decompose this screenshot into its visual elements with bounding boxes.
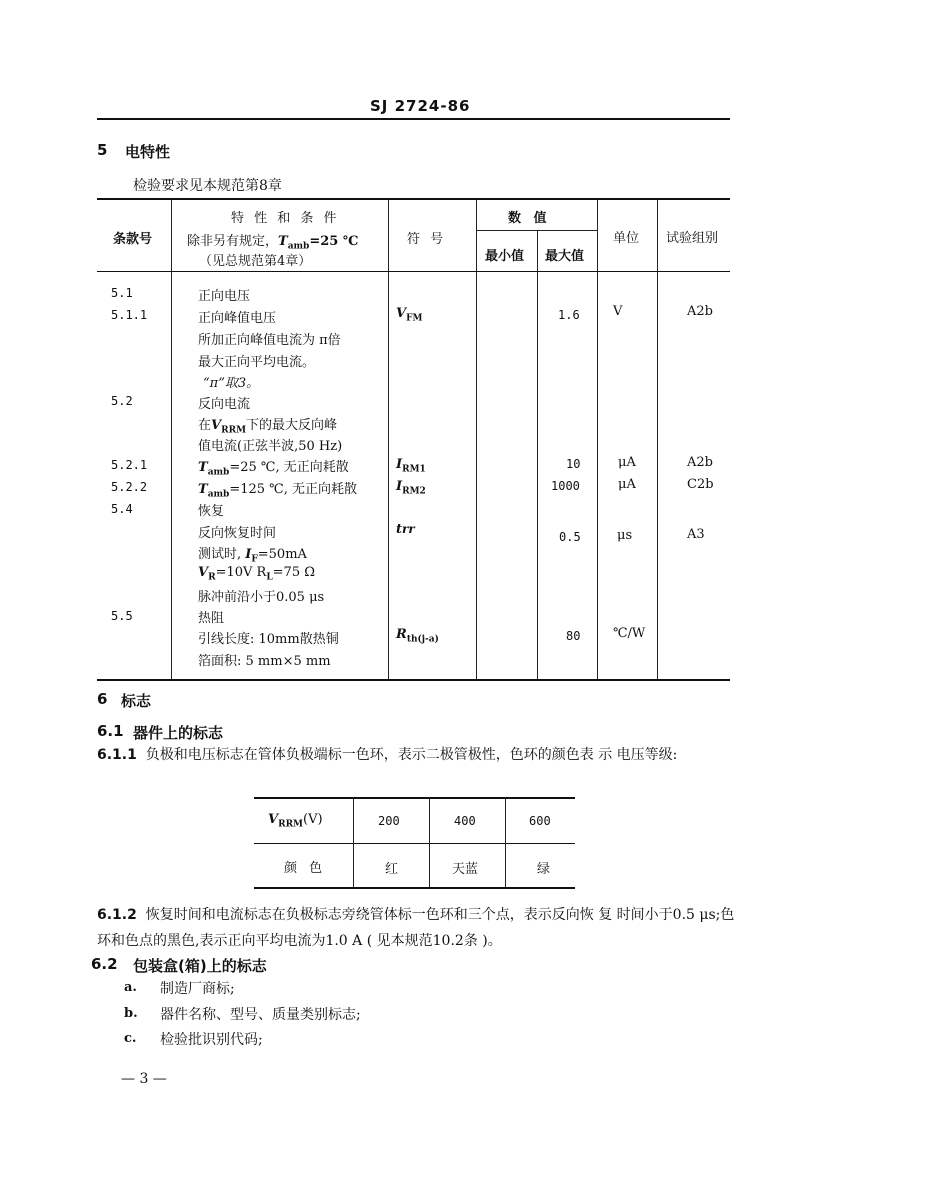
color-table-mid xyxy=(254,843,575,844)
row-clause: 5.5 xyxy=(111,609,133,623)
row-max-value: 1000 xyxy=(551,479,580,493)
paragraph-6-1-2: 6.1.2 恢复时间和电流标志在负极标志旁绕管体标一色环和三个点，表示反向恢 复 时间小于0.5 μs;色环和色点的黑色,表示正向平均电流为1.0 A ( 见本规范10.2条 )。 xyxy=(97,907,735,949)
row-text: 最大正向平均电流。 xyxy=(198,355,316,370)
voltage-value: 400 xyxy=(454,814,476,828)
color-col-3 xyxy=(505,799,506,887)
col-line-4 xyxy=(537,231,538,679)
row-unit: μA xyxy=(618,477,636,492)
list-item: 检验批识别代码; xyxy=(160,1032,263,1048)
list-marker: c. xyxy=(124,1031,137,1046)
section-6-1-number: 6.1 xyxy=(97,722,124,740)
row-text: 反向电流 xyxy=(198,397,251,412)
section-6-2-number: 6.2 xyxy=(91,955,118,973)
row-text: 正向电压 xyxy=(198,289,251,304)
color-value: 天蓝 xyxy=(452,862,479,877)
row-text: 脉冲前沿小于0.05 μs xyxy=(198,590,325,605)
row-clause: 5.4 xyxy=(111,502,133,516)
section-6-1-title: 器件上的标志 xyxy=(133,724,224,742)
row-unit: μs xyxy=(617,528,633,543)
row-text: $V_R=10V$ $R_L=75$ Ω xyxy=(198,565,316,583)
color-table-bottom xyxy=(254,887,575,889)
table-head-rule xyxy=(97,271,730,272)
col-characteristics-sub2: （见总规范第4章） xyxy=(199,254,312,269)
row-text: 正向峰值电压 xyxy=(198,311,277,326)
row-symbol: $V_{FM}$ xyxy=(396,306,423,324)
col-line-6 xyxy=(657,200,658,679)
col-unit-header: 单位 xyxy=(613,231,640,246)
row-text: 所加正向峰值电流为 π倍 xyxy=(198,333,341,348)
row-text: $T_{amb}=25$ ℃, 无正向耗散 xyxy=(198,460,349,478)
col-line-5 xyxy=(597,200,598,679)
row-max-value: 0.5 xyxy=(559,530,581,544)
col-characteristics-sub1: 除非另有规定，$T_{amb}=25$ ℃ xyxy=(187,234,359,252)
section-5-number: 5 xyxy=(97,141,108,159)
section-5-title: 电特性 xyxy=(125,143,171,161)
list-marker: b. xyxy=(124,1006,138,1021)
col-line-3 xyxy=(476,200,477,679)
header-rule xyxy=(97,118,730,120)
row-unit: ℃/W xyxy=(613,626,646,641)
row-text: 反向恢复时间 xyxy=(198,526,277,541)
section-6-2-title: 包装盒(箱)上的标志 xyxy=(133,957,267,975)
row-max-value: 10 xyxy=(566,457,581,471)
section-5-intro: 检验要求见本规范第8章 xyxy=(133,178,282,194)
row-clause: 5.1.1 xyxy=(111,308,148,322)
color-value: 绿 xyxy=(537,862,551,877)
section-6-title: 标志 xyxy=(121,692,152,710)
row-text: 值电流(正弦半波,50 Hz) xyxy=(198,439,343,454)
row-text: 测试时, $I_F=50mA$ xyxy=(198,547,307,565)
voltage-row-label: $V_{RRM}(V)$ xyxy=(268,812,323,830)
table-bottom-rule xyxy=(97,679,730,681)
col-group-header: 试验组别 xyxy=(666,231,719,246)
document-code: SJ 2724-86 xyxy=(370,97,471,115)
row-unit: V xyxy=(613,304,623,319)
row-clause: 5.1 xyxy=(111,286,133,300)
col-line-2 xyxy=(388,200,389,679)
section-6-number: 6 xyxy=(97,690,108,708)
table-top-rule xyxy=(97,198,730,200)
row-text: “π”取3。 xyxy=(203,376,260,391)
row-clause: 5.2.1 xyxy=(111,458,148,472)
col-line-1 xyxy=(171,200,172,679)
col-min-header: 最小值 xyxy=(485,249,525,264)
list-item: 制造厂商标; xyxy=(160,981,235,997)
row-group: A2b xyxy=(687,455,713,470)
row-group: C2b xyxy=(687,477,714,492)
row-text: $T_{amb}=125$ ℃, 无正向耗散 xyxy=(198,482,357,500)
color-row-label: 颜 色 xyxy=(284,861,327,876)
col-value-header: 数 值 xyxy=(508,211,551,226)
row-unit: μA xyxy=(618,455,636,470)
voltage-value: 600 xyxy=(529,814,551,828)
row-group: A3 xyxy=(687,527,705,542)
color-value: 红 xyxy=(385,862,399,877)
col-clause-header: 条款号 xyxy=(113,232,153,247)
color-col-1 xyxy=(353,799,354,887)
voltage-value: 200 xyxy=(378,814,400,828)
page-number: — 3 — xyxy=(121,1071,167,1087)
paragraph-6-1-1: 6.1.1 负极和电压标志在管体负极端标一色环，表示二极管极性，色环的颜色表 示 电压等级: xyxy=(97,747,678,763)
color-col-2 xyxy=(429,799,430,887)
row-text: 箔面积: 5 mm×5 mm xyxy=(198,654,331,669)
row-symbol: $I_{RM1}$ xyxy=(396,457,426,475)
row-symbol: trr xyxy=(396,522,415,537)
col-characteristics-title: 特 性 和 条 件 xyxy=(231,211,340,226)
color-table-top xyxy=(254,797,575,799)
row-max-value: 80 xyxy=(566,629,581,643)
row-symbol: $R_{th(j-a)}$ xyxy=(396,627,439,645)
row-text: 在$V_{RRM}$下的最大反向峰 xyxy=(198,418,338,436)
row-text: 恢复 xyxy=(198,504,225,519)
list-item: 器件名称、型号、质量类别标志; xyxy=(160,1007,361,1023)
row-clause: 5.2.2 xyxy=(111,480,148,494)
row-text: 热阻 xyxy=(198,611,225,626)
list-marker: a. xyxy=(124,980,137,995)
row-group: A2b xyxy=(687,304,713,319)
col-symbol-header: 符 号 xyxy=(407,232,447,247)
col-max-header: 最大值 xyxy=(545,249,585,264)
row-max-value: 1.6 xyxy=(558,308,580,322)
row-clause: 5.2 xyxy=(111,394,133,408)
row-symbol: $I_{RM2}$ xyxy=(396,479,426,497)
row-text: 引线长度: 10mm散热铜 xyxy=(198,632,339,647)
